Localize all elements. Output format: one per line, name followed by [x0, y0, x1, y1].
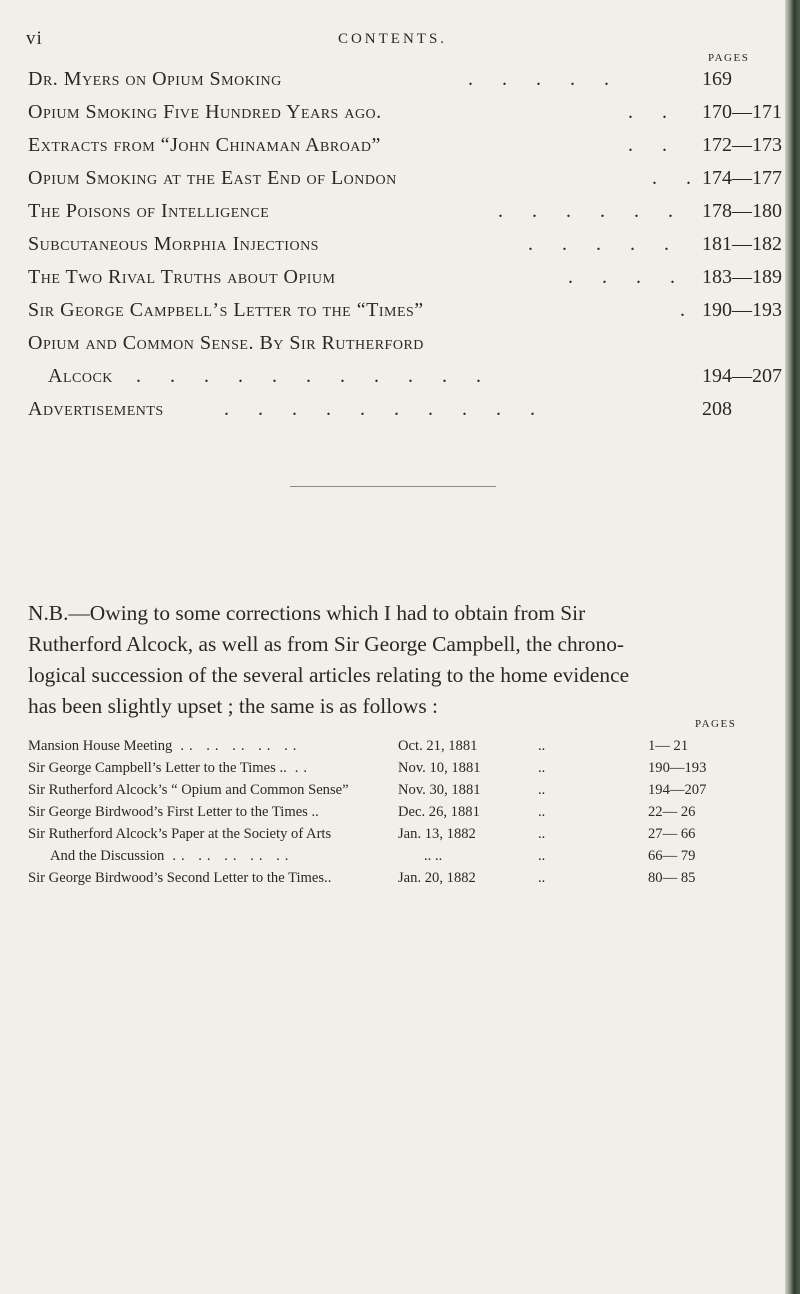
leader-dots: . . . . . . . . . .: [224, 398, 547, 420]
chronology-date: Dec. 26, 1881: [398, 804, 480, 820]
chronology-pages-heading: PAGES: [695, 718, 737, 730]
chronology-row: [28, 760, 748, 782]
chronology-title: Sir George Birdwood’s Second Letter to the Times..: [28, 870, 332, 886]
toc-entry: [28, 332, 728, 358]
leader-dots: ..: [538, 804, 546, 820]
chronology-pages: 27— 66: [648, 826, 696, 842]
toc-entry: [28, 101, 782, 127]
toc-entry-pages: 208: [702, 398, 732, 420]
chronology-row: [28, 804, 748, 826]
leader-dots: ..: [294, 760, 313, 776]
toc-entry-title: Advertisements: [28, 398, 164, 420]
leader-dots: .. .. .. .. ..: [172, 848, 294, 864]
chronology-row: [28, 826, 748, 848]
toc-entry-pages: 181—182: [702, 233, 782, 255]
chronology-pages: 1— 21: [648, 738, 689, 754]
note-line: N.B.—Owing to some corrections which I had to obtain from Sir: [28, 601, 586, 625]
leader-dots: . . . . . .: [498, 200, 685, 222]
toc-entry: [28, 68, 732, 94]
chronology-date: Oct. 21, 1881: [398, 738, 478, 754]
leader-dots: .. .. .. .. ..: [180, 738, 302, 754]
toc-entry-title: Sir George Campbell’s Letter to the “Times”: [28, 299, 424, 321]
editorial-note: [28, 598, 750, 722]
toc-entry-title: The Two Rival Truths about Opium: [28, 266, 336, 288]
toc-entry-pages: 174—177: [702, 167, 782, 189]
toc-entry: [28, 233, 782, 259]
chronology-title: Sir Rutherford Alcock’s “ Opium and Common Sense”: [28, 782, 349, 798]
leader-dots: . .: [652, 167, 703, 189]
leader-dots: . . . . .: [468, 68, 621, 90]
chronology-pages: 66— 79: [648, 848, 696, 864]
leader-dots: ..: [538, 738, 546, 754]
toc-entry-title: Extracts from “John Chinaman Abroad”: [28, 134, 381, 156]
chronology-title: Sir Rutherford Alcock’s Paper at the Society of Arts: [28, 826, 332, 842]
toc-entry-title: Opium and Common Sense. By Sir Rutherford: [28, 332, 424, 354]
section-divider: [290, 486, 496, 487]
leader-dots: . .: [628, 101, 679, 123]
leader-dots: . .: [628, 134, 679, 156]
toc-entry-title: Alcock: [48, 365, 113, 387]
leader-dots: ..: [538, 782, 546, 798]
chronology-date: .. ..: [424, 848, 443, 864]
toc-entry: [28, 299, 782, 325]
leader-dots: . . . . .: [528, 233, 681, 255]
toc-entry-pages: 178—180: [702, 200, 782, 222]
leader-dots: ..: [538, 870, 546, 886]
leader-dots: ..: [538, 826, 546, 842]
book-binding-edge: [785, 0, 800, 1294]
note-line: has been slightly upset ; the same is as follows :: [28, 694, 438, 718]
toc-entry: [28, 134, 782, 160]
note-line: Rutherford Alcock, as well as from Sir George Campbell, the chrono-: [28, 632, 625, 656]
page-folio: vi: [26, 28, 43, 49]
chronology-pages: 194—207: [648, 782, 707, 798]
page-header: [0, 22, 785, 52]
chronology-pages: 190—193: [648, 760, 707, 776]
toc-entry-title: Opium Smoking at the East End of London: [28, 167, 397, 189]
toc-entry-title: Dr. Myers on Opium Smoking: [28, 68, 282, 90]
note-line: logical succession of the several articles relating to the home evidence: [28, 663, 630, 687]
toc-entry: [28, 266, 782, 292]
leader-dots: .: [680, 299, 697, 321]
toc-entry: [28, 200, 782, 226]
chronology-date: Nov. 30, 1881: [398, 782, 481, 798]
chronology-row: [28, 782, 748, 804]
chronology-title: Sir George Campbell’s Letter to the Times .. ..: [28, 760, 313, 776]
chronology-pages: 80— 85: [648, 870, 696, 886]
toc-entry-title: The Poisons of Intelligence: [28, 200, 270, 222]
chronology-title: Mansion House Meeting .. .. .. .. ..: [28, 738, 302, 754]
leader-dots: ..: [538, 848, 546, 864]
toc-entry: [28, 365, 782, 391]
chronology-date: Jan. 20, 1882: [398, 870, 476, 886]
toc-entry-title: Subcutaneous Morphia Injections: [28, 233, 319, 255]
toc-entry-pages: 169: [702, 68, 732, 90]
chronology-row: [28, 870, 748, 892]
chronology-date: Nov. 10, 1881: [398, 760, 481, 776]
chronology-date: Jan. 13, 1882: [398, 826, 476, 842]
leader-dots: . . . . . . . . . . .: [136, 365, 493, 387]
chronology-row: [28, 738, 748, 760]
chronology-pages: 22— 26: [648, 804, 696, 820]
toc-entry-pages: 170—171: [702, 101, 782, 123]
running-head: CONTENTS.: [337, 31, 448, 47]
toc-entry-title: Opium Smoking Five Hundred Years ago.: [28, 101, 382, 123]
chronology-title: And the Discussion .. .. .. .. ..: [50, 848, 294, 864]
leader-dots: . . . .: [568, 266, 687, 288]
pages-column-heading: PAGES: [708, 52, 750, 64]
chronology-row: [28, 848, 748, 870]
toc-entry-pages: 190—193: [702, 299, 782, 321]
chronology-title: Sir George Birdwood’s First Letter to the Times ..: [28, 804, 319, 820]
toc-entry: [28, 398, 732, 424]
toc-entry-pages: 172—173: [702, 134, 782, 156]
leader-dots: ..: [538, 760, 546, 776]
toc-entry-pages: 183—189: [702, 266, 782, 288]
toc-entry-pages: 194—207: [702, 365, 782, 387]
toc-entry: [28, 167, 782, 193]
